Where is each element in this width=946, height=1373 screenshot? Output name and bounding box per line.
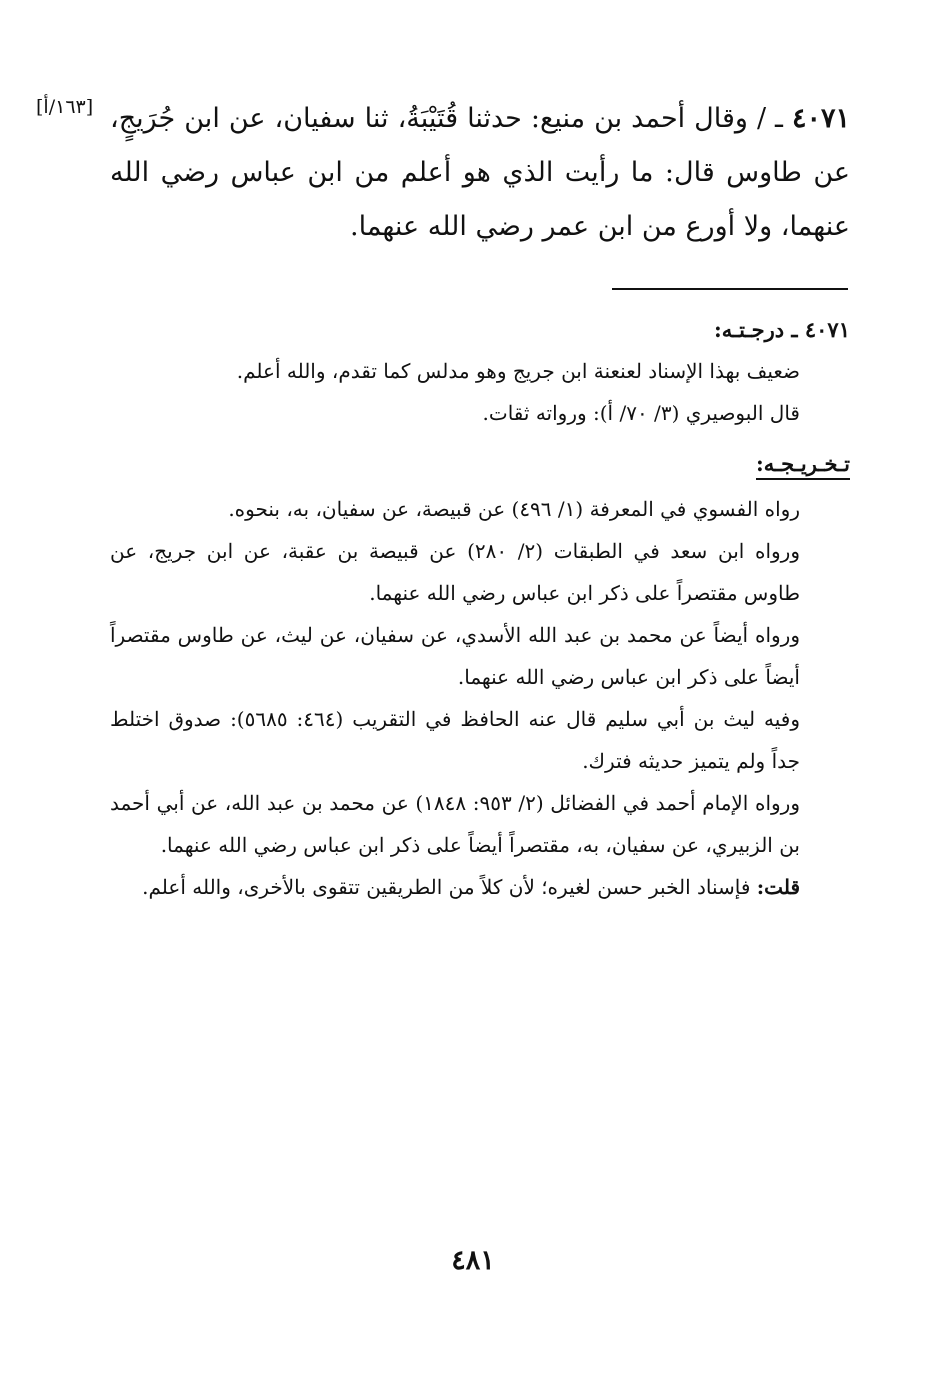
- page-number: ٤٨١: [451, 1245, 495, 1276]
- grade-line-2: قال البوصيري (٣/ ٧٠/ أ): ورواته ثقات.: [482, 401, 800, 425]
- takhrij-paragraph-4: وفيه ليث بن أبي سليم قال عنه الحافظ في التقريب (٤٦٤: ٥٦٨٥): صدوق اختلط جداً ولم يتميز حديثه فترك.: [110, 707, 800, 773]
- conclusion-paragraph: [110, 866, 850, 908]
- hadith-number: ٤٠٧١: [791, 103, 850, 134]
- hadith-text-block: [110, 92, 850, 254]
- takhrij-paragraph-1: رواه الفسوي في المعرفة (١/ ٤٩٦) عن قبيصة، عن سفيان، به، بنحوه.: [228, 497, 800, 521]
- hadith-dash: ـ /: [756, 103, 783, 134]
- takhrij-paragraph-5: ورواه الإمام أحمد في الفضائل (٢/ ٩٥٣: ١٨٤٨) عن محمد بن عبد الله، عن أبي أحمد بن الزبيري، عن سفيان، به، مقتصراً أيضاً على ذكر ابن عباس رضي الله عنهما.: [110, 791, 800, 857]
- grade-line-1: ضعيف بهذا الإسناد لعنعنة ابن جريج وهو مدلس كما تقدم، والله أعلم.: [236, 359, 800, 383]
- takhrij-paragraph-3: ورواه أيضاً عن محمد بن عبد الله الأسدي، عن سفيان، عن ليث، عن طاوس مقتصراً أيضاً على ذكر ابن عباس رضي الله عنهما.: [110, 623, 800, 689]
- footnotes-block: [110, 310, 850, 908]
- conclusion-label: قلت:: [756, 875, 800, 899]
- takhrij-paragraph-2: ورواه ابن سعد في الطبقات (٢/ ٢٨٠) عن قبيصة بن عقبة، عن ابن جريج، عن طاوس مقتصراً على ذكر ابن عباس رضي الله عنهما.: [110, 539, 800, 605]
- takhrij-heading-wrap: [110, 444, 850, 484]
- grade-heading: ٤٠٧١ ـ درجـتـه:: [713, 317, 850, 342]
- hadith-body: وقال أحمد بن منيع: حدثنا قُتَيْبَةُ، ثنا سفيان، عن ابن جُرَيجٍ، عن طاوس قال: ما رأيت الذي هو أعلم من ابن عباس رضي الله عنهما، ولا أورع من ابن عمر رضي الله عنهما.: [110, 103, 850, 242]
- manuscript-folio-ref: [١٦٣/أ]: [36, 96, 94, 118]
- takhrij-heading: تـخـريـجـه:: [756, 451, 850, 480]
- conclusion-text: فإسناد الخبر حسن لغيره؛ لأن كلاً من الطريقين تتقوى بالأخرى، والله أعلم.: [142, 875, 751, 899]
- footnote-separator: [612, 288, 848, 290]
